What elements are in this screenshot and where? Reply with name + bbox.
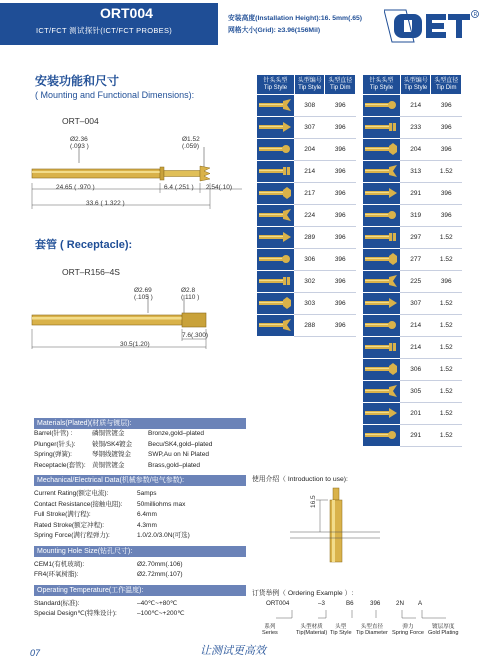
probe-tip-icon xyxy=(257,294,293,312)
table-row xyxy=(363,227,462,249)
spec-value: Ø2.70mm(.106) xyxy=(137,560,183,568)
spec-value: SWP,Au on Ni Plated xyxy=(148,451,209,458)
spec-material-cn: 黄铜管镀金 xyxy=(92,461,125,469)
spec-key: Standard(标准): xyxy=(34,599,80,607)
tip-style-image xyxy=(363,337,401,359)
tip-code-cell: 204 xyxy=(294,139,325,161)
dim-plunger-diameter: Ø1.52 xyxy=(182,136,200,143)
spec-value: 6.4mm xyxy=(137,511,157,518)
spec-key: Current Rating(额定电流): xyxy=(34,490,109,497)
table-row xyxy=(363,425,462,447)
tip-code-cell: 307 xyxy=(294,117,325,139)
probe-tip-icon xyxy=(363,206,399,224)
probe-tip-icon xyxy=(363,404,399,422)
spec-key: Spring Force(满行程弹力): xyxy=(34,532,110,539)
probe-part-label: ORT–004 xyxy=(62,116,99,126)
mounting-rows xyxy=(34,560,246,581)
spec-key: Receptacle(套管): xyxy=(34,461,86,469)
probe-tip-icon xyxy=(363,184,399,202)
spec-row xyxy=(34,450,246,461)
spec-value: 4.3mm xyxy=(137,521,157,529)
spec-row xyxy=(34,510,246,521)
tip-dim-cell: 1.52 xyxy=(431,161,462,183)
table-row xyxy=(363,205,462,227)
mounting-header: Mounting Hole Size(钻孔尺寸): xyxy=(34,546,246,557)
tip-dim-cell: 396 xyxy=(325,161,356,183)
order-code-part: 396 xyxy=(370,600,381,607)
tip-style-image xyxy=(257,227,295,249)
col-tip-code: 头型编号 Tip Style xyxy=(400,75,431,95)
tip-code-cell: 225 xyxy=(400,271,431,293)
tip-dim-cell: 396 xyxy=(431,95,462,117)
table-row xyxy=(257,315,356,337)
tip-code-cell: 307 xyxy=(400,293,431,315)
tip-style-image xyxy=(257,293,295,315)
materials-header: Materials(Plated)(材质与镀层): xyxy=(34,418,246,429)
spec-row xyxy=(34,500,246,511)
dim-collar-diameter: Ø2.8 xyxy=(181,287,196,294)
col-tip-code: 头型编号 Tip Style xyxy=(294,75,325,95)
spec-row xyxy=(34,531,246,542)
svg-text:R: R xyxy=(473,11,478,18)
tip-dim-cell: 396 xyxy=(325,139,356,161)
probe-tip-icon xyxy=(363,272,399,290)
table-row xyxy=(257,161,356,183)
spec-tables xyxy=(34,418,246,620)
tip-dim-cell: 396 xyxy=(431,271,462,293)
col-tip-style: 针头头型 Tip Style xyxy=(257,75,295,95)
spec-key: Contact Resistance(接触电阻): xyxy=(34,500,123,508)
tip-style-table-right xyxy=(362,74,462,447)
tip-dim-cell: 396 xyxy=(325,227,356,249)
spec-material-cn: 铍铜/SK4镀金 xyxy=(92,440,133,448)
grid-size: 网格大小(Grid): ≥3.96(156Mil) xyxy=(228,27,321,34)
tip-code-cell: 233 xyxy=(400,117,431,139)
spec-row xyxy=(34,521,246,532)
brand-logo xyxy=(384,8,480,44)
table-row xyxy=(257,139,356,161)
installation-height: 安装高度(Installation Height):16. 5mm(.65) xyxy=(228,15,363,22)
probe-tip-icon xyxy=(363,294,399,312)
probe-tip-icon xyxy=(257,184,293,202)
dim-barrel-diameter: Ø2.36 xyxy=(70,136,88,143)
table-row xyxy=(257,227,356,249)
spec-key: Spring(弹簧): xyxy=(34,451,72,458)
order-code-part: A xyxy=(418,600,423,607)
order-field-label: 弹力 Spring Force xyxy=(392,624,425,636)
spec-material-cn: 琴钢线镀镍金 xyxy=(92,451,131,458)
tip-code-cell: 319 xyxy=(400,205,431,227)
order-code-part: 2N xyxy=(396,600,404,607)
tip-dim-cell: 1.52 xyxy=(431,315,462,337)
tip-dim-cell: 396 xyxy=(431,205,462,227)
tip-code-cell: 224 xyxy=(294,205,325,227)
dim-receptacle-diameter-in: (.105 ) xyxy=(134,294,153,301)
probe-tip-icon xyxy=(257,250,293,268)
dim-total-length: 33.6 ( 1.322 ) xyxy=(86,200,125,207)
spec-key: CEM1(有机玻璃): xyxy=(34,560,85,568)
spec-value: 1.0/2.0/3.0N(可选) xyxy=(137,532,190,539)
tip-dim-cell: 396 xyxy=(325,95,356,117)
table-row xyxy=(363,249,462,271)
probe-tip-icon xyxy=(363,228,399,246)
probe-tip-icon xyxy=(363,162,399,180)
footer-slogan: 让测试更高效 xyxy=(200,645,266,657)
probe-tip-icon xyxy=(363,96,399,114)
tip-code-cell: 302 xyxy=(294,271,325,293)
table-row xyxy=(363,139,462,161)
dim-plunger-diameter-in: (.059) xyxy=(182,143,199,150)
tip-code-cell: 204 xyxy=(400,139,431,161)
tip-style-image xyxy=(363,425,401,447)
tip-style-image xyxy=(363,381,401,403)
tip-style-image xyxy=(257,95,295,117)
tip-style-image xyxy=(363,139,401,161)
page-number: 07 xyxy=(30,648,41,658)
electrical-header: Mechanical/Electrical Data(机械参数/电气参数): xyxy=(34,475,246,486)
table-row xyxy=(363,117,462,139)
spec-value: Becu/SK4,gold–plated xyxy=(148,440,213,448)
spec-key: Special Design℃(特殊设计): xyxy=(34,610,117,617)
probe-tip-icon xyxy=(363,118,399,136)
dim-barrel-diameter-in: (.093 ) xyxy=(70,143,89,150)
tip-code-cell: 303 xyxy=(294,293,325,315)
spec-key: Rated Stroke(额定冲程): xyxy=(34,521,105,529)
tip-style-image xyxy=(257,315,295,337)
tip-style-image xyxy=(257,249,295,271)
temperature-header: Operating Temperature(工作温度): xyxy=(34,585,246,596)
tip-style-image xyxy=(363,359,401,381)
tip-dim-cell: 1.52 xyxy=(431,425,462,447)
tip-style-image xyxy=(257,205,295,227)
ordering-title: 订货举例（ Ordering Example ）: xyxy=(252,590,354,597)
table-row xyxy=(363,161,462,183)
table-row xyxy=(363,381,462,403)
tip-style-image xyxy=(257,161,295,183)
tip-style-image xyxy=(363,315,401,337)
materials-rows xyxy=(34,429,246,471)
page-title: ORT004 xyxy=(100,5,153,21)
tip-dim-cell: 396 xyxy=(431,117,462,139)
dim-stroke-length: 6.4 (.251 ) xyxy=(164,184,194,191)
spec-row xyxy=(34,609,246,620)
spec-value: Ø2.72mm(.107) xyxy=(137,571,183,578)
table-row xyxy=(363,403,462,425)
order-field-label: 头型材质 Tip(Material) xyxy=(296,624,328,636)
tip-code-cell: 297 xyxy=(400,227,431,249)
tip-style-image xyxy=(363,161,401,183)
tip-code-cell: 214 xyxy=(294,161,325,183)
table-row xyxy=(257,205,356,227)
ordering-example xyxy=(252,600,472,636)
table-row xyxy=(363,95,462,117)
probe-drawing xyxy=(24,125,246,225)
spec-value: 50milliohms max xyxy=(137,500,186,508)
col-tip-dim: 头型直径 Tip Dim xyxy=(325,75,356,95)
tip-style-table-left xyxy=(256,74,356,337)
electrical-rows xyxy=(34,489,246,542)
tip-style-image xyxy=(257,117,295,139)
probe-tip-icon xyxy=(257,140,293,158)
tip-code-cell: 308 xyxy=(294,95,325,117)
order-field-label: 头型直径 Tip Diameter xyxy=(356,624,388,636)
spec-key: Plunger(针头): xyxy=(34,440,76,448)
table-row xyxy=(363,271,462,293)
tip-style-image xyxy=(363,403,401,425)
probe-tip-icon xyxy=(257,162,293,180)
tip-code-cell: 214 xyxy=(400,95,431,117)
tip-code-cell: 305 xyxy=(400,381,431,403)
probe-tip-icon xyxy=(363,316,399,334)
spec-row xyxy=(34,599,246,610)
probe-tip-icon xyxy=(363,360,399,378)
tip-dim-cell: 396 xyxy=(325,315,356,337)
order-field-label: 镀层厚度 Gold Plating xyxy=(428,624,459,636)
order-code-part: –3 xyxy=(318,600,325,607)
col-tip-dim: 头型直径 Tip Dim xyxy=(431,75,462,95)
tip-dim-cell: 396 xyxy=(325,205,356,227)
table-row xyxy=(257,271,356,293)
probe-tip-icon xyxy=(257,206,293,224)
tip-dim-cell: 1.52 xyxy=(431,227,462,249)
intro-dim-height: 16.5 xyxy=(310,495,317,508)
table-row xyxy=(363,337,462,359)
table-row xyxy=(257,95,356,117)
table-row xyxy=(363,315,462,337)
temperature-rows xyxy=(34,599,246,620)
tip-dim-cell: 396 xyxy=(431,183,462,205)
tip-code-cell: 289 xyxy=(294,227,325,249)
dim-receptacle-length: 30.5(1.20) xyxy=(120,341,150,348)
tip-dim-cell: 1.52 xyxy=(431,359,462,381)
table-row xyxy=(363,293,462,315)
tip-code-cell: 306 xyxy=(294,249,325,271)
spec-key: Full Stroke(满行程): xyxy=(34,511,91,518)
intro-drawing xyxy=(280,482,390,572)
table-row xyxy=(257,117,356,139)
dim-tip-length: 2.54(.10) xyxy=(206,184,233,191)
table-row xyxy=(363,183,462,205)
spec-value: Brass,gold–plated xyxy=(148,461,201,469)
tip-style-image xyxy=(363,183,401,205)
spec-value: Bronze,gold–plated xyxy=(148,430,205,437)
table-row xyxy=(257,183,356,205)
tip-code-cell: 214 xyxy=(400,315,431,337)
receptacle-part-label: ORT–R156–4S xyxy=(62,267,120,277)
tip-dim-cell: 396 xyxy=(325,183,356,205)
tip-code-cell: 201 xyxy=(400,403,431,425)
probe-tip-icon xyxy=(257,316,293,334)
tip-style-image xyxy=(257,139,295,161)
section-mounting-subtitle: ( Mounting and Functional Dimensions): xyxy=(35,90,195,100)
spec-value: –100℃~+200℃ xyxy=(137,610,185,617)
section-receptacle-title: 套管 ( Receptacle): xyxy=(35,239,133,251)
tip-dim-cell: 396 xyxy=(431,139,462,161)
page-subtitle: ICT/FCT 测试探针(ICT/FCT PROBES) xyxy=(36,26,173,35)
col-tip-style: 针头头型 Tip Style xyxy=(363,75,401,95)
tip-style-image xyxy=(363,205,401,227)
table-row xyxy=(257,249,356,271)
tip-dim-cell: 396 xyxy=(325,293,356,315)
spec-material-cn: 磷铜管镀金 xyxy=(92,430,125,437)
order-code-part: B6 xyxy=(346,600,354,607)
probe-tip-icon xyxy=(257,96,293,114)
order-field-label: 系列 Series xyxy=(262,624,278,636)
tip-style-image xyxy=(363,117,401,139)
spec-row xyxy=(34,461,246,472)
spec-value: 5amps xyxy=(137,490,157,497)
probe-tip-icon xyxy=(363,140,399,158)
tip-style-image xyxy=(363,293,401,315)
probe-tip-icon xyxy=(363,338,399,356)
tip-dim-cell: 1.52 xyxy=(431,337,462,359)
tip-style-image xyxy=(363,95,401,117)
tip-code-cell: 288 xyxy=(294,315,325,337)
tip-code-cell: 291 xyxy=(400,425,431,447)
tip-dim-cell: 396 xyxy=(325,271,356,293)
spec-row xyxy=(34,429,246,440)
probe-tip-icon xyxy=(257,272,293,290)
spec-row xyxy=(34,570,246,581)
tip-code-cell: 277 xyxy=(400,249,431,271)
dim-collar-diameter-in: (.110 ) xyxy=(181,294,200,301)
page-header xyxy=(0,0,484,56)
dim-barrel-length: 24.65 ( .970 ) xyxy=(56,184,95,191)
dim-collar-length: 7.6(.300) xyxy=(182,332,209,339)
tip-code-cell: 214 xyxy=(400,337,431,359)
tip-code-cell: 291 xyxy=(400,183,431,205)
tip-dim-cell: 396 xyxy=(325,117,356,139)
order-field-label: 头型 Tip Style xyxy=(330,624,352,636)
tip-style-image xyxy=(257,183,295,205)
section-mounting-title: 安装功能和尺寸 xyxy=(35,74,120,88)
spec-key: FR4(环氧树脂): xyxy=(34,571,79,578)
probe-tip-icon xyxy=(363,250,399,268)
tip-code-cell: 306 xyxy=(400,359,431,381)
tip-dim-cell: 1.52 xyxy=(431,403,462,425)
tip-code-cell: 313 xyxy=(400,161,431,183)
probe-tip-icon xyxy=(257,118,293,136)
tip-style-image xyxy=(363,271,401,293)
tip-dim-cell: 1.52 xyxy=(431,293,462,315)
spec-row xyxy=(34,560,246,571)
table-row xyxy=(257,293,356,315)
probe-tip-icon xyxy=(257,228,293,246)
tip-style-image xyxy=(257,271,295,293)
order-code-part: ORT004 xyxy=(266,600,290,607)
probe-tip-icon xyxy=(363,426,399,444)
tip-style-image xyxy=(363,227,401,249)
spec-value: –40℃~+80℃ xyxy=(137,599,178,607)
tip-dim-cell: 1.52 xyxy=(431,249,462,271)
table-row xyxy=(363,359,462,381)
tip-dim-cell: 1.52 xyxy=(431,381,462,403)
spec-key: Barrel(针管) : xyxy=(34,430,73,437)
tip-dim-cell: 396 xyxy=(325,249,356,271)
tip-style-image xyxy=(363,249,401,271)
dim-receptacle-diameter: Ø2.69 xyxy=(134,287,152,294)
intro-title: 使用介绍（ Introduction to use): xyxy=(252,476,348,483)
spec-row xyxy=(34,440,246,451)
probe-tip-icon xyxy=(363,382,399,400)
spec-row xyxy=(34,489,246,500)
tip-code-cell: 217 xyxy=(294,183,325,205)
